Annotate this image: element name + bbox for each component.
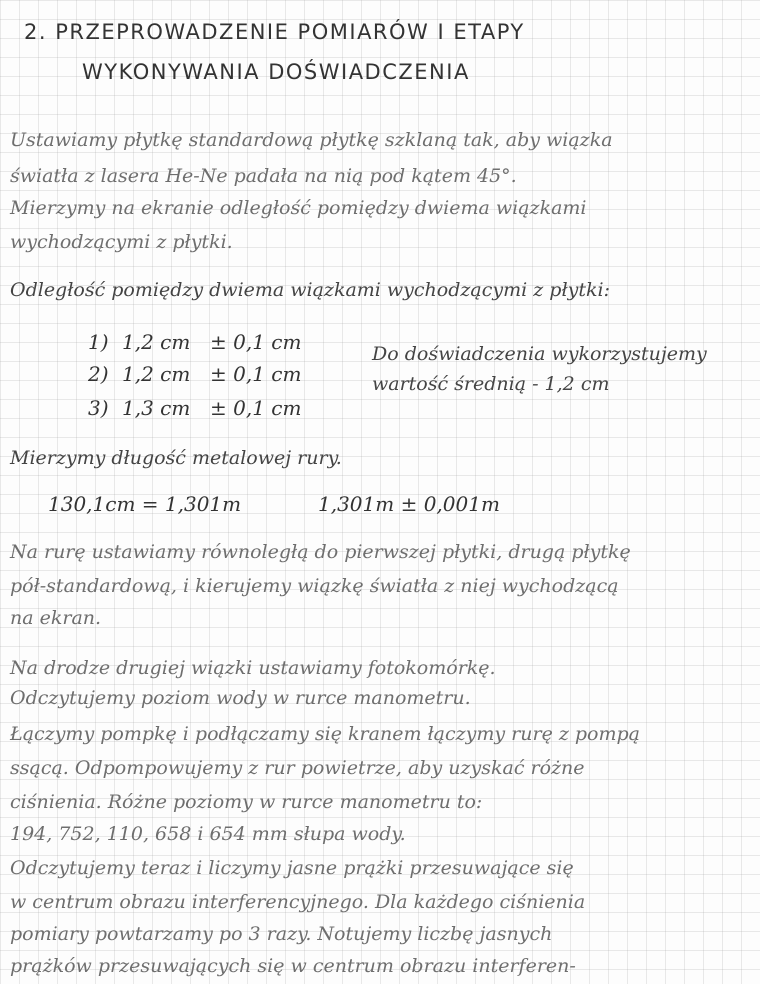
paragraph-3-line-2: Odczytujemy poziom wody w rurce manometru. [10,687,471,709]
paragraph-3-line-1: Na drodze drugiej wiązki ustawiamy fotokomórkę. [10,657,496,679]
section-title-line-1: 2. PRZEPROWADZENIE POMIARÓW I ETAPY [24,20,525,44]
rod-length-result: 1,301m ± 0,001m [318,492,500,516]
measurement-number: 3) [88,396,109,420]
measurement-number: 1) [88,330,109,354]
measurement-number: 2) [88,362,109,386]
rod-length-value: 130,1cm = 1,301m [48,492,242,516]
measurement-error: ± 0,1 cm [210,396,302,420]
measurement-value: 1,3 cm [122,396,191,420]
paragraph-1-line-1: Ustawiamy płytkę standardową płytkę szklaną tak, aby wiązka [10,129,613,151]
measurement-value: 1,2 cm [122,330,191,354]
paragraph-3-line-8: w centrum obrazu interferencyjnego. Dla każdego ciśnienia [10,891,586,913]
paragraph-2-line-2: pół-standardową, i kierujemy wiązkę światła z niej wychodzącą [10,575,619,597]
paragraph-2-line-1: Na rurę ustawiamy równoległą do pierwszej płytki, drugą płytkę [10,541,631,563]
paragraph-3-line-6: 194, 752, 110, 658 i 654 mm słupa wody. [10,823,406,845]
paragraph-3-line-10: prążków przesuwających się w centrum obrazu interferen- [10,955,576,977]
paragraph-3-line-9: pomiary powtarzamy po 3 razy. Notujemy liczbę jasnych [10,923,553,945]
paragraph-1-line-4: wychodzącymi z płytki. [10,231,233,253]
average-note-line-1: Do doświadczenia wykorzystujemy [372,343,707,365]
paragraph-3-line-7: Odczytujemy teraz i liczymy jasne prążki przesuwające się [10,857,574,879]
distance-heading: Odległość pomiędzy dwiema wiązkami wychodzącymi z płytki: [10,279,610,301]
measurement-value: 1,2 cm [122,362,191,386]
paragraph-1-line-2: światła z lasera He-Ne padała na nią pod kątem 45°. [10,165,517,187]
paragraph-3-line-4: ssącą. Odpompowujemy z rur powietrze, aby uzyskać różne [10,757,585,779]
rod-length-heading: Mierzymy długość metalowej rury. [10,447,342,469]
paragraph-2-line-3: na ekran. [10,607,102,629]
paragraph-1-line-3: Mierzymy na ekranie odległość pomiędzy dwiema wiązkami [10,197,587,219]
average-note-line-2: wartość średnią - 1,2 cm [372,373,610,395]
measurement-error: ± 0,1 cm [210,330,302,354]
section-title-line-2: WYKONYWANIA DOŚWIADCZENIA [82,60,470,84]
measurement-error: ± 0,1 cm [210,362,302,386]
paragraph-3-line-5: ciśnienia. Różne poziomy w rurce manometru to: [10,791,483,813]
paragraph-3-line-3: Łączymy pompkę i podłączamy się kranem łączymy rurę z pompą [10,723,641,745]
